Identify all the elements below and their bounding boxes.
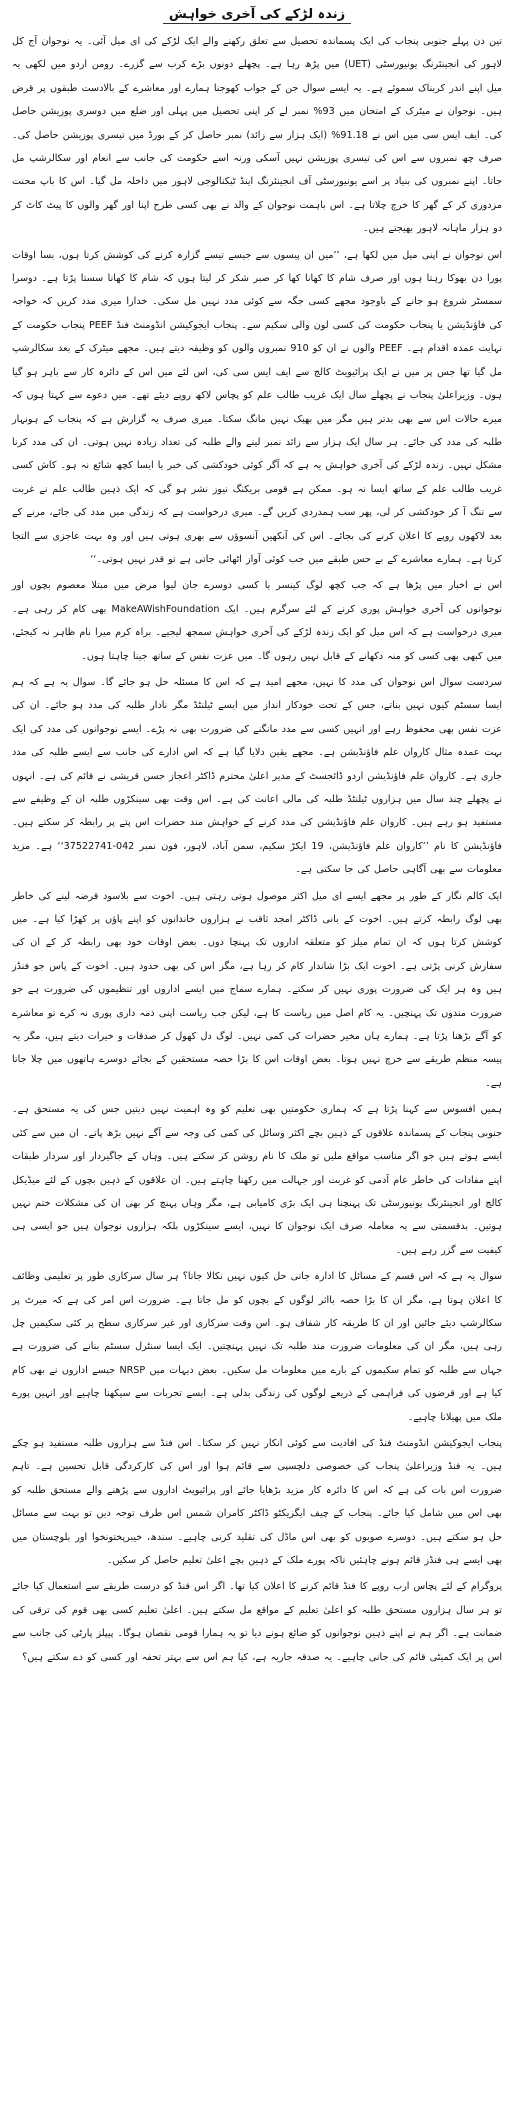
paragraph: سردست سوال اس نوجوان کی مدد کا نہیں، مجھے امید ہے کہ اس کا مسئلہ حل ہو جائے گا۔ سوال یہ ہے کہ ہم ایسا سسٹم کیوں نہیں بناتے، جس کے تحت خودکار انداز میں ایسے ٹیلنٹڈ مگر نادار طلبہ کی مدد ہو جائے۔ ان کی عزت نفس بھی محفوظ رہے اور انہیں کسی سے مدد مانگنے کی ضرورت بھی نہ پڑے۔ ایسے نوجوانوں کی مدد کی ایک بہت عمدہ مثال کاروان علم فاؤنڈیشن ہے۔ مجھے یقین دلایا گیا ہے کہ اس ادارے کی جانب سے ایسے طلبہ کی مدد جاری ہے۔ کاروان علم فاؤنڈیشن اردو ڈائجسٹ کے مدیر اعلیٰ محترم ڈاکٹر اعجاز حسن قریشی نے قائم کی ہے۔ انہوں نے پچھلے چند سال میں ہزاروں ٹیلنٹڈ طلبہ کی مالی اعانت کی ہے۔ اس وقت بھی سینکڑوں طلبہ ان کے وظیفے سے مستفید ہو رہے ہیں۔ کاروان علم فاؤنڈیشن کی مدد کرنے کے خواہش مند حضرات اس پتے پر رابطہ کر سکتے ہیں۔ فاؤنڈیشن کا نام ’’کاروان علم فاؤنڈیشن، 19 ایکڑ سکیم، سمن آباد، لاہور، فون نمبر 042-37522741‘‘ ہے۔ مزید معلومات سے بھی آگاہی حاصل کی جا سکتی ہے۔	[12, 676, 503, 876]
paragraph: اس نے اخبار میں پڑھا ہے کہ جب کچھ لوگ کینسر یا کسی دوسرے جان لیوا مرض میں مبتلا معصوم بچوں اور نوجوانوں کی آخری خواہش پوری کرنے کے لئے سرگرم ہیں۔ ایک MakeAWishFoundation بھی کام کر رہی ہے۔ میری درخواست ہے کہ اس میل کو ایک زندہ لڑکے کی آخری خواہش سمجھ لیجیے۔ براہ کرم میرا نام ظاہر نہ کیجئے، میں کبھی بھی کسی کو منہ دکھانے کے قابل نہیں رہوں گا۔ میں عزت نفس کے ساتھ جینا چاہتا ہوں۔	[12, 580, 502, 662]
paragraph: اس نوجوان نے اپنی میل میں لکھا ہے، ’’میں ان پیسوں سے جیسے تیسے گزارہ کرنے کی کوشش کرتا ہوں، بسا اوقات پورا دن بھوکا رہتا ہوں اور صرف شام کا کھانا کھا کر صبر شکر کر لیتا ہوں کہ شام کا کھانا سستا پڑتا ہے۔ دوسرا سمسٹر شروع ہو جانے کے باوجود مجھے کسی جگہ سے کوئی مدد نہیں مل سکی۔ خدارا میری مدد کریں کہ خواجہ کی فاؤنڈیشن یا پنجاب حکومت کی کسی لون والی سکیم سے۔ پنجاب ایجوکیشن انڈومنٹ فنڈ PEEF پنجاب حکومت کے نہایت عمدہ اقدام ہے۔ PEEF والوں نے ان کو 910 نمبروں والوں کو وظیفہ دیتے ہیں۔ مجھے میٹرک کے بعد سکالرشپ مل گیا تھا جس پر میں نے ایک پرائیویٹ کالج سے ایف ایس سی کی، اس لئے میں اس کے دائرہ کار سے باہر ہو گیا ہوں۔ وزیراعلیٰ پنجاب نے پچھلے سال ایک غریب طالب علم کو پچاس لاکھ روپے دیئے تھے۔ میں دعوے سے کہتا ہوں کہ میرے حالات اس سے بھی بدتر ہیں مگر میں بھیک نہیں مانگ سکتا۔ میری صرف یہ گزارش ہے کہ پنجاب کے ہونہار طلبہ کی مدد کی جائے۔ ہر سال ایک ہزار سے زائد نمبر لینے والے طلبہ کی تعداد زیادہ نہیں ہوتی۔ ان کی مدد کرنا مشکل نہیں۔ زندہ لڑکے کی آخری خواہش یہ ہے کہ آگر کوئی خودکشی کی خبر یا ایسا کچھ شائع نہ ہو۔ کاش کسی غریب طالب علم کے ساتھ ایسا نہ ہو۔ ممکن ہے قومی بریکنگ نیوز نشر ہو گی کہ ایک ذہین طالب علم نے غربت سے تنگ آ کر خودکشی کر لی، پھر سب ہمدردی کریں گے۔ میری درخواست ہے کہ زندگی میں مدد کی جائے، مرنے کے بعد لاکھوں روپے کا اعلان کرنے کی بجائے۔ اس کی آنکھیں آنسوؤں سے بھری ہوتی ہیں اور وہ بہت عاجزی سے التجا کرتا ہے۔ ہمارے معاشرے کے بے حس طبقے میں جب کوئی آواز اٹھائی جاتی ہے تو قدر نہیں ہوتی۔‘‘	[12, 249, 502, 565]
article-body	[12, 30, 502, 1669]
paragraph: تین دن پہلے جنوبی پنجاب کی ایک پسماندہ تحصیل سے تعلق رکھنے والے ایک لڑکے کی ای میل آئی۔ یہ نوجوان آج کل لاہور کی انجینئرنگ یونیورسٹی (UET) میں پڑھ رہا ہے۔ پچھلے دونوں بڑے کرب سے گزرے۔ رومن اردو میں لکھی یہ میل اپنے اندر کربناک سموئے ہے۔ یہ ایسے سوال جن کے جواب کھوجنا ہمارے اور معاشرے کے بالادست طبقوں پر قرض ہیں۔ نوجوان نے میٹرک کے امتحان میں 93% نمبر لے کر اپنی تحصیل میں پہلی اور ضلع میں دوسری پوزیشن حاصل کی۔ ایف ایس سی میں اس نے 91.18% (ایک ہزار سے زائد) نمبر حاصل کر کے بورڈ میں تیسری پوزیشن حاصل کی۔ صرف چھ نمبروں سے اس کی تیسری پوزیشن نہیں آسکی ورنہ اسے حکومت کی جانب سے انعام اور سکالرشپ مل جاتا۔ اپنے نمبروں کی بنیاد پر اسے یونیورسٹی آف انجینئرنگ اینڈ ٹیکنالوجی لاہور میں داخلہ مل گیا۔ اس کا باپ محنت مزدوری کر کے گھر کا خرچ چلاتا ہے۔ اس باہمت نوجوان کے والد نے بھی کسی طرح اپنا اور گھر والوں کا پیٹ کاٹ کر دو ہزار ماہانہ لاہور بھیجتے ہیں۔	[12, 36, 503, 235]
paragraph: ہمیں افسوس سے کہنا پڑتا ہے کہ ہماری حکومتیں بھی تعلیم کو وہ اہمیت نہیں دیتیں جس کی یہ مستحق ہے۔ جنوبی پنجاب کے پسماندہ علاقوں کے ذہین بچے اکثر وسائل کی کمی کی وجہ سے آگے نہیں بڑھ پاتے۔ ان میں سے کئی ایسے ہوتے ہیں جو اگر مناسب مواقع ملیں تو ملک کا نام روشن کر سکتے ہیں۔ وہاں کے جاگیردار اور سردار طبقات اپنے مفادات کی خاطر عام آدمی کو غربت اور جہالت میں رکھنا چاہتے ہیں۔ ان علاقوں کے ذہین بچوں کے لئے میڈیکل کالج اور انجینئرنگ یونیورسٹی تک پہنچنا ہی ایک بڑی کامیابی ہے، مگر وہاں پہنچ کر بھی ان کی مشکلات ختم نہیں ہوتیں۔ بدقسمتی سے یہ معاملہ صرف ایک نوجوان کا نہیں، ایسے سینکڑوں بلکہ ہزاروں نوجوان ہیں جو ایسی ہی کیفیت سے گزر رہے ہیں۔	[12, 1104, 502, 1256]
paragraph: پروگرام کے لئے پچاس ارب روپے کا فنڈ قائم کرنے کا اعلان کیا تھا۔ اگر اس فنڈ کو درست طریقے سے استعمال کیا جائے تو ہر سال ہزاروں مستحق طلبہ کو اعلیٰ تعلیم کے مواقع مل سکتے ہیں۔ اعلیٰ تعلیم کسی بھی قوم کی ترقی کی ضمانت ہے۔ اگر ہم نے اپنے ذہین نوجوانوں کو ضائع ہونے دیا تو یہ ہمارا قومی نقصان ہوگا۔ پیپلز پارٹی کی جانب سے اس پر ایک کمیٹی قائم کی جانی چاہیے۔ یہ صدقہ جاریہ ہے، کیا ہم اس سے بہتر تحفہ اور کسی کو دے سکتے ہیں؟	[12, 1581, 502, 1663]
article-title	[12, 6, 502, 24]
paragraph: سوال یہ ہے کہ اس قسم کے مسائل کا ادارہ جاتی حل کیوں نہیں نکالا جاتا؟ ہر سال سرکاری طور پر تعلیمی وظائف کا اعلان ہوتا ہے، مگر ان کا بڑا حصہ بااثر لوگوں کے بچوں کو مل جاتا ہے۔ ضرورت اس امر کی ہے کہ میرٹ پر سکالرشپ دیئے جائیں اور ان کا طریقہ کار شفاف ہو۔ اس وقت سرکاری اور غیر سرکاری سطح پر کئی سکیمیں چل رہی ہیں، مگر ان کی معلومات ضرورت مند طلبہ تک نہیں پہنچتیں۔ ایک ایسا سنٹرل سسٹم بنانے کی ضرورت ہے جہاں سے طلبہ کو تمام سکیموں کے بارے میں معلومات مل سکیں۔ بعض دیہات میں NRSP جیسے اداروں نے بھی کام کیا ہے اور قرضوں کی فراہمی کے ذریعے لوگوں کی زندگی بدلی ہے۔ ایسے تجربات سے سیکھنا چاہیے اور انہیں پورے ملک میں پھیلانا چاہیے۔	[12, 1271, 502, 1423]
paragraph: ایک کالم نگار کے طور پر مجھے ایسے ای میل اکثر موصول ہوتی رہتی ہیں۔ اخوت سے بلاسود قرضہ لینے کی خاطر بھی لوگ رابطہ کرتے ہیں۔ اخوت کے بانی ڈاکٹر امجد ثاقب نے ہزاروں خاندانوں کو اپنے پاؤں پر کھڑا کیا ہے۔ میں کوشش کرتا ہوں کہ ان تمام میلز کو متعلقہ اداروں تک پہنچا دوں۔ بعض اوقات خود بھی رابطہ کر کے ان کی سفارش کرنی پڑتی ہے۔ اخوت ایک بڑا شاندار کام کر رہا ہے، مگر اس کی بھی حدود ہیں۔ اخوت کے پاس جو فنڈز ہیں وہ ہر ایک کی ضرورت پوری نہیں کر سکتے۔ ہمارے سماج میں ایسے اداروں اور تنظیموں کی ضرورت ہے جو ضرورت مندوں تک پہنچیں۔ یہ کام اصل میں ریاست کا ہے، لیکن جب ریاست اپنی ذمہ داری پوری نہ کرے تو معاشرے کو آگے بڑھنا پڑتا ہے۔ ہمارے ہاں مخیر حضرات کی کمی نہیں۔ لوگ دل کھول کر صدقات و خیرات دیتے ہیں، مگر یہ پیسہ منظم طریقے سے خرچ نہیں ہوتا۔ بعض اوقات اس کا بڑا حصہ مستحقین کے بجائے دوسرے ہاتھوں میں چلا جاتا ہے۔	[12, 890, 502, 1089]
paragraph: پنجاب ایجوکیشن انڈومنٹ فنڈ کی افادیت سے کوئی انکار نہیں کر سکتا۔ اس فنڈ سے ہزاروں طلبہ مستفید ہو چکے ہیں۔ یہ فنڈ وزیراعلیٰ پنجاب کی خصوصی دلچسپی سے قائم ہوا اور اس کی کارکردگی قابل تحسین ہے۔ تاہم ضرورت اس بات کی ہے کہ اس کا دائرہ کار مزید بڑھایا جائے اور پرائیویٹ اداروں سے پڑھنے والے مستحق طلبہ کو بھی اس میں شامل کیا جائے۔ پنجاب کے چیف ایگزیکٹو ڈاکٹر کامران شمس اس طرف توجہ دیں تو بہت سے مسائل حل ہو سکتے ہیں۔ دوسرے صوبوں کو بھی اس ماڈل کی تقلید کرنی چاہیے۔ سندھ، خیبرپختونخوا اور بلوچستان میں بھی ایسے ہی فنڈز قائم ہونے چاہئیں تاکہ پورے ملک کے ذہین بچے اعلیٰ تعلیم حاصل کر سکیں۔	[12, 1437, 502, 1566]
article-title-text: زندہ لڑکے کی آخری خواہش	[163, 7, 351, 24]
